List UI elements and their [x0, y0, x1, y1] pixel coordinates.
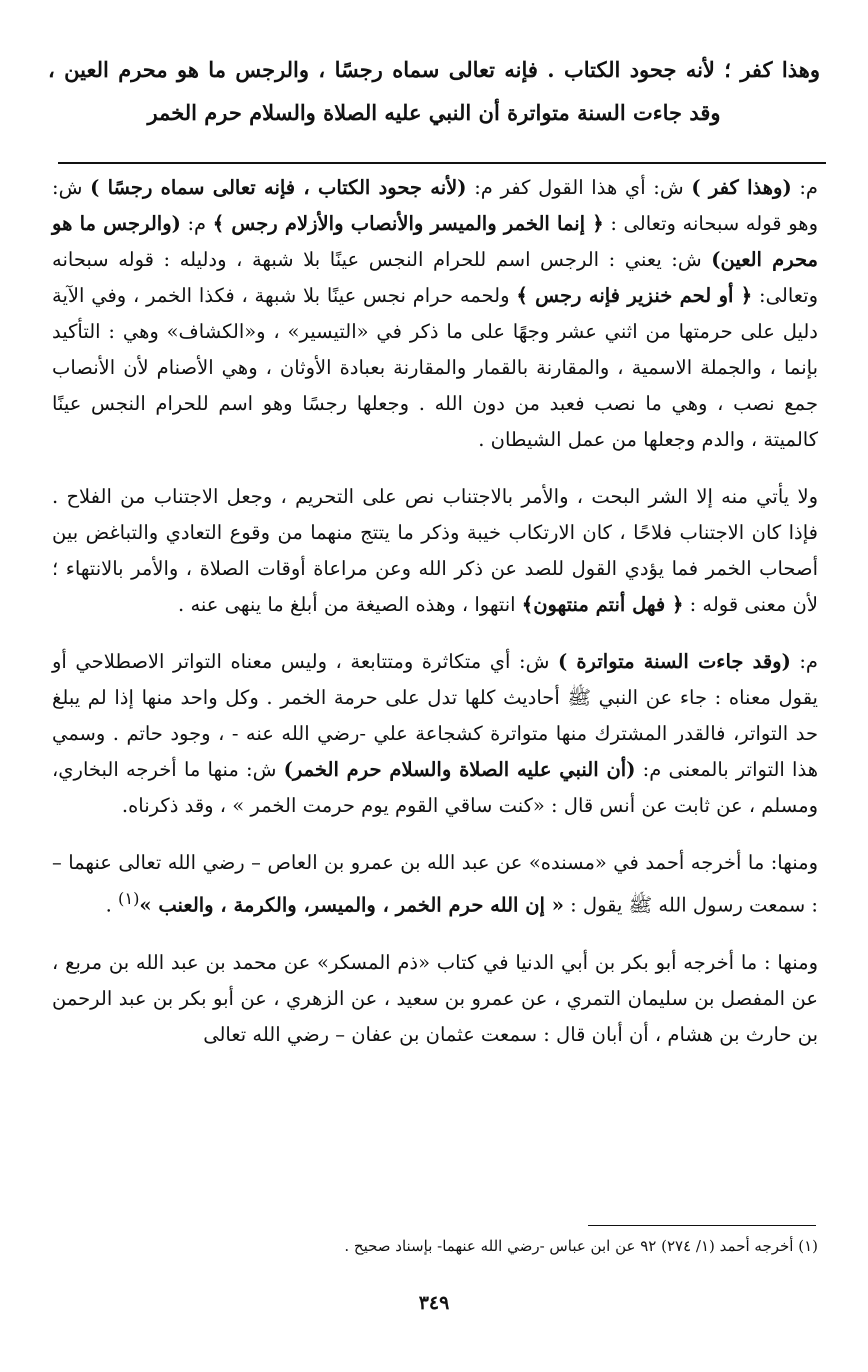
- quran-quote: ﴿ أو لحم خنزير فإنه رجس ﴾: [516, 284, 753, 307]
- matn-quote: (وقد جاءت السنة متواترة ): [557, 650, 791, 673]
- commentary-text: ش: أي متكاثرة ومتتابعة ، وليس معناه التواتر الاصطلاحي أو يقول معناه : جاء عن النبي ﷺ أحاديث كلها تدل على حرمة الخمر . وكل واحد منها إذا لم يبلغ حد التواتر، فالقدر المشترك منها متواترة كشجاعة علي -رضي الله عنه - ، وجود حاتم . وسمي هذا التواتر بالمعنى م:: [52, 650, 818, 781]
- paragraph-1: [52, 170, 818, 458]
- matn-quote: (أن النبي عليه الصلاة والسلام حرم الخمر): [283, 758, 636, 781]
- matn-quote: (وهذا كفر ): [691, 176, 792, 199]
- m-label: م:: [790, 650, 819, 673]
- m-label: م:: [791, 176, 819, 199]
- commentary-text: ش: أي هذا القول كفر م:: [466, 176, 692, 199]
- commentary-text: ش: وهو قوله سبحانه وتعالى :: [52, 176, 818, 235]
- commentary-text: ش: يعني : الرجس اسم للحرام النجس عينًا بلا شبهة ، ودليله : قوله سبحانه وتعالى:: [52, 248, 819, 307]
- separator-line: [58, 162, 826, 164]
- matn-text: وهذا كفر ؛ لأنه جحود الكتاب . فإنه تعالى سماه رجسًا ، والرجس ما هو محرم العين ، وقد جاءت السنة متواترة أن النبي عليه الصلاة والسلام حرم الخمر: [48, 57, 820, 125]
- paragraph-5: [52, 945, 818, 1053]
- paragraph-3: [52, 644, 818, 824]
- commentary-body: [52, 170, 818, 1074]
- quran-quote: ﴿ فهل أنتم منتهون﴾: [521, 593, 684, 616]
- matn-quote: (لأنه جحود الكتاب ، فإنه تعالى سماه رجسًا ): [90, 176, 467, 199]
- commentary-text: ش: منها ما أخرجه البخاري، ومسلم ، عن ثابت عن أنس قال : «كنت ساقي القوم يوم حرمت الخمر » ، وقد ذكرناه.: [52, 758, 818, 817]
- page-number: ٣٤٩: [418, 1292, 450, 1314]
- hadith-quote: « إن الله حرم الخمر ، والميسر، والكرمة ، والعنب »: [139, 893, 564, 917]
- quran-quote: ﴿ إنما الخمر والميسر والأنصاب والأزلام رجس ﴾: [212, 212, 604, 235]
- commentary-text: ومنها : ما أخرجه أبو بكر بن أبي الدنيا في كتاب «ذم المسكر» عن محمد بن عبد الله بن مربع ، عن المفصل بن سليمان التمري ، عن عمرو بن سعيد ، عن الزهري ، عن أبو بكر بن عبد الرحمن بن حارث بن هشام ، أن أبان قال : سمعت عثمان بن عفان – رضي الله تعالى: [52, 950, 818, 1046]
- paragraph-4: [52, 845, 818, 924]
- footnote-ref[interactable]: (١): [117, 889, 140, 908]
- matn-quote: (والرجس ما هو محرم العين): [52, 212, 818, 271]
- footnote-separator: [588, 1225, 816, 1226]
- commentary-text: .: [105, 893, 118, 917]
- commentary-text: انتهوا ، وهذه الصيغة من أبلغ ما ينهى عنه .: [178, 593, 522, 616]
- footnote: (١) أخرجه أحمد (١/ ٢٧٤) ٩٢ عن ابن عباس -رضي الله عنهما- بإسناد صحيح .: [344, 1237, 818, 1255]
- commentary-text: ولا يأتي منه إلا الشر البحت ، والأمر بالاجتناب نص على التحريم ، وجعل الاجتناب من الفلاح . فإذا كان الاجتناب فلاحًا ، كان الارتكاب خيبة وذكر ما يتتج منهما من وقوع التعادي والتباغض بين أصحاب الخمر فما يؤدي القول للصد عن ذكر الله وعن مراعاة أوقات الصلاة ، والأمر بالانتهاء ؛ لأن معنى قوله :: [52, 485, 818, 616]
- commentary-text: م:: [180, 212, 213, 235]
- commentary-text: ومنها: ما أخرجه أحمد في «مسنده» عن عبد الله بن عمرو بن العاص – رضي الله تعالى عنهما – : سمعت رسول الله ﷺ يقول :: [52, 851, 818, 917]
- commentary-text: ولحمه حرام نجس عينًا بلا شبهة ، فكذا الخمر ، وفي الآية دليل على حرمتها من اثني عشر وجهًا على ما ذكر في «التيسير» ، و«الكشاف» وهي : التأكيد بإنما ، والجملة الاسمية ، والمقارنة بالقمار والمقارنة بعبادة الأوثان ، وهي الأصنام لأن الأنصاب جمع نصب ، وهي ما نصب فعبد من دون الله . وجعلها رجسًا وهو اسم للحرام النجس عينًا كالميتة ، والدم وجعلها من عمل الشيطان .: [52, 284, 818, 451]
- paragraph-2: [52, 479, 818, 623]
